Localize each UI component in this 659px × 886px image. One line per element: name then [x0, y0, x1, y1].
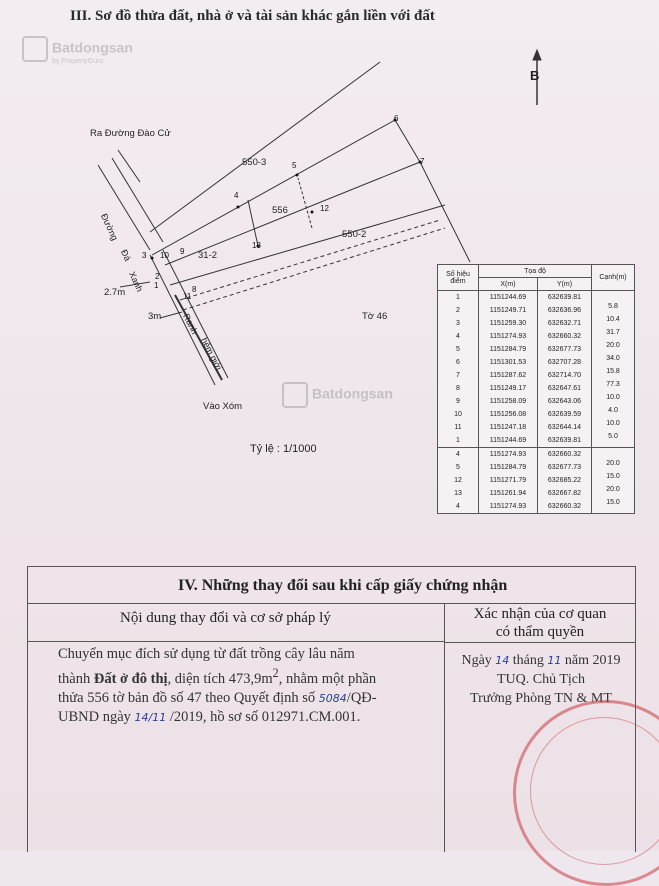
vao-xom-label: Vào Xóm: [203, 401, 243, 412]
column-header-right: [445, 604, 635, 643]
cell-y: 632647.61: [537, 382, 591, 395]
cell-y: 632707.28: [537, 356, 591, 369]
point-5: 5: [292, 161, 297, 170]
change-content: [58, 645, 438, 727]
cell-p: 7: [438, 369, 479, 382]
cell-y: 632660.32: [537, 330, 591, 343]
point-10: 10: [160, 251, 169, 260]
map-line-13: [248, 200, 258, 246]
coordinate-table: [437, 264, 635, 514]
confirm-line-3: Trưởng Phòng TN & MT: [470, 691, 612, 706]
parcel-556: 556: [272, 205, 288, 216]
cell-edge: 10.0: [592, 414, 635, 427]
change-line-3: [58, 689, 438, 708]
cell-y: 632667.82: [537, 487, 591, 500]
cell-x: 1151274.93: [479, 500, 538, 514]
decision-number-handwritten: 5084: [318, 691, 347, 705]
cell-y: 632632.71: [537, 317, 591, 330]
parcel-550-3: 550-3: [242, 157, 267, 168]
scale-label: Tỷ lệ : 1/1000: [250, 443, 317, 455]
column-header-right-line2: có thẩm quyền: [495, 624, 585, 640]
change-line-1: Chuyển mục đích sử dụng từ đất trồng cây lâu năm: [58, 646, 355, 662]
width-27m-label: 2.7m: [104, 287, 126, 298]
cell-p: 8: [438, 382, 479, 395]
point-1: 1: [154, 281, 159, 290]
street-label-3: Xanh: [126, 270, 145, 294]
width-3m-label: 3m: [148, 311, 162, 322]
cell-p: 2: [438, 304, 479, 317]
cell-edge: 5.8: [592, 297, 635, 311]
cell-x: 1151284.79: [479, 343, 538, 356]
parcel-550-2: 550-2: [342, 229, 367, 240]
point-2: 2: [155, 272, 160, 281]
cell-p: 3: [438, 317, 479, 330]
cell-edge: 77.3: [592, 375, 635, 388]
point-13: 13: [252, 241, 261, 250]
cell-p: 4: [438, 500, 479, 514]
official-seal-inner: [530, 717, 659, 865]
cell-x: 1151287.62: [479, 369, 538, 382]
cell-edge: 20.0: [592, 454, 635, 468]
north-arrow-head: [533, 50, 541, 60]
change-line-3b: /QĐ-: [346, 689, 377, 706]
cell-y: 632677.73: [537, 343, 591, 356]
watermark-sub: by PropertyGuru: [52, 58, 104, 65]
map-line-dashed: [180, 220, 440, 300]
section-4-box: [27, 566, 636, 852]
table-group-2: [438, 448, 635, 514]
cell-edge: 15.8: [592, 362, 635, 375]
cell-edge: 20.0: [592, 336, 635, 349]
column-header-left: [28, 604, 445, 642]
cell-edge: 10.4: [592, 310, 635, 323]
point-dot-12: [311, 211, 314, 214]
cell-p: 5: [438, 461, 479, 474]
cell-p: 9: [438, 395, 479, 408]
confirm-day-label: Ngày: [461, 653, 496, 668]
official-seal-stamp: [513, 700, 659, 886]
cell-edge: 15.0: [592, 493, 635, 506]
point-6: 6: [394, 114, 399, 123]
cell-y: 632677.73: [537, 461, 591, 474]
cell-x: 1151249.17: [479, 382, 538, 395]
cell-edge: 4.0: [592, 401, 635, 414]
area-unit-sup: 2: [272, 666, 279, 680]
land-type: Đất ở đô thị: [93, 670, 168, 687]
point-3: 3: [142, 251, 147, 260]
cell-x: 1151258.09: [479, 395, 538, 408]
point-dot-4: [237, 206, 240, 209]
point-11: 11: [183, 292, 192, 301]
th-point: Số hiệu điểm: [438, 265, 479, 291]
street-label-1: Đường: [98, 212, 121, 242]
cell-x: 1151274.93: [479, 448, 538, 462]
cell-p: 4: [438, 330, 479, 343]
map-line-south: [170, 205, 445, 285]
cell-p: 1: [438, 291, 479, 305]
cell-p: 5: [438, 343, 479, 356]
dim-3m: [160, 312, 182, 318]
change-line-2c: , diện tích 473,9m: [167, 670, 273, 687]
confirm-year: năm 2019: [561, 653, 621, 668]
confirm-month: 11: [547, 654, 562, 667]
road-label: Ra Đường Đào Cử: [90, 128, 171, 139]
cell-x: 1151301.53: [479, 356, 538, 369]
table-group-1: [438, 291, 635, 448]
cell-y: 632714.70: [537, 369, 591, 382]
cell-edge: 31.7: [592, 323, 635, 336]
parcel-31-2: 31-2: [198, 250, 218, 261]
map-line-12: [298, 178, 312, 228]
change-line-2a: thành: [58, 670, 94, 687]
cell-p: 13: [438, 487, 479, 500]
th-coord: Tọa độ: [479, 265, 592, 278]
point-9: 9: [180, 247, 185, 256]
section-3-title: III. Sơ đồ thửa đất, nhà ở và tài sản khác gắn liền với đất: [70, 8, 435, 24]
cell-edge: 5.0: [592, 427, 635, 440]
th-edge: Cạnh(m): [592, 265, 635, 291]
cell-y: 632639.81: [537, 291, 591, 305]
cell-x: 1151256.08: [479, 408, 538, 421]
point-dot-5: [296, 174, 299, 177]
confirm-line-2: TUQ. Chủ Tịch: [496, 672, 585, 687]
point-12: 12: [320, 204, 329, 213]
section-4-title: IV. Những thay đổi sau khi cấp giấy chứng nhận: [178, 577, 508, 594]
road-edge-3: [118, 150, 140, 182]
change-line-3a: thửa 556 tờ bản đồ số 47 theo Quyết định số: [58, 689, 319, 706]
change-line-2d: , nhằm một phần: [278, 670, 377, 687]
cell-edge: 10.0: [592, 388, 635, 401]
point-dot-3: [151, 257, 154, 260]
point-4: 4: [234, 191, 239, 200]
column-divider: [444, 641, 445, 852]
change-line-4a: UBND ngày: [58, 708, 135, 725]
table-row: [438, 448, 635, 462]
cell-p: 4: [438, 448, 479, 462]
change-line-2: [58, 664, 438, 689]
cell-y: 632644.14: [537, 421, 591, 434]
point-8: 8: [192, 285, 197, 294]
point-7: 7: [420, 157, 425, 166]
cell-edge: 20.0: [592, 480, 635, 493]
date-handwritten: 14/11: [134, 710, 167, 724]
change-line-4b: /2019, hồ sơ số 012971.CM.001.: [166, 708, 361, 725]
cell-edge: 34.0: [592, 349, 635, 362]
cell-p: 6: [438, 356, 479, 369]
map-line-dashed-2: [183, 228, 445, 310]
cell-x: 1151271.79: [479, 474, 538, 487]
map-line-east-2: [420, 162, 470, 262]
cell-x: 1151284.79: [479, 461, 538, 474]
cell-x: 1151249.71: [479, 304, 538, 317]
street-label-2: Đá: [118, 248, 133, 263]
cell-p: 11: [438, 421, 479, 434]
cell-x: 1151244.69: [479, 434, 538, 448]
cell-edge: 15.0: [592, 467, 635, 480]
cell-y: 632639.59: [537, 408, 591, 421]
watermark-brand-center: Batdongsan: [312, 385, 393, 402]
cell-x: 1151274.93: [479, 330, 538, 343]
north-label: B: [530, 68, 540, 83]
cell-x: 1151244.69: [479, 291, 538, 305]
watermark-brand: Batdongsan: [52, 39, 133, 56]
cell-y: 632639.81: [537, 434, 591, 448]
th-y: Y(m): [537, 278, 591, 291]
cell-y: 632660.32: [537, 448, 591, 462]
ranh-label: Ranh: [181, 312, 200, 336]
table-row: [438, 291, 635, 305]
confirm-date-line: [456, 651, 626, 670]
cell-x: 1151261.94: [479, 487, 538, 500]
cell-p: 12: [438, 474, 479, 487]
hem-gioi-label: hẻm giới: [199, 336, 224, 372]
th-x: X(m): [479, 278, 538, 291]
cell-p: 10: [438, 408, 479, 421]
column-header-left-label: Nội dung thay đổi và cơ sở pháp lý: [120, 610, 331, 626]
sheet-46-label: Tờ 46: [362, 311, 388, 322]
change-line-4: [58, 708, 438, 727]
cell-y: 632685.22: [537, 474, 591, 487]
section-4-title-row: [28, 567, 635, 604]
confirm-day: 14: [495, 654, 510, 667]
column-header-right-line1: Xác nhận của cơ quan: [473, 606, 607, 622]
cell-y: 632660.32: [537, 500, 591, 514]
cell-p: 1: [438, 434, 479, 448]
cell-y: 632636.96: [537, 304, 591, 317]
cell-y: 632643.06: [537, 395, 591, 408]
cell-x: 1151247.18: [479, 421, 538, 434]
confirm-month-label: tháng: [509, 653, 548, 668]
map-line-east-1: [395, 120, 420, 162]
cell-x: 1151259.30: [479, 317, 538, 330]
